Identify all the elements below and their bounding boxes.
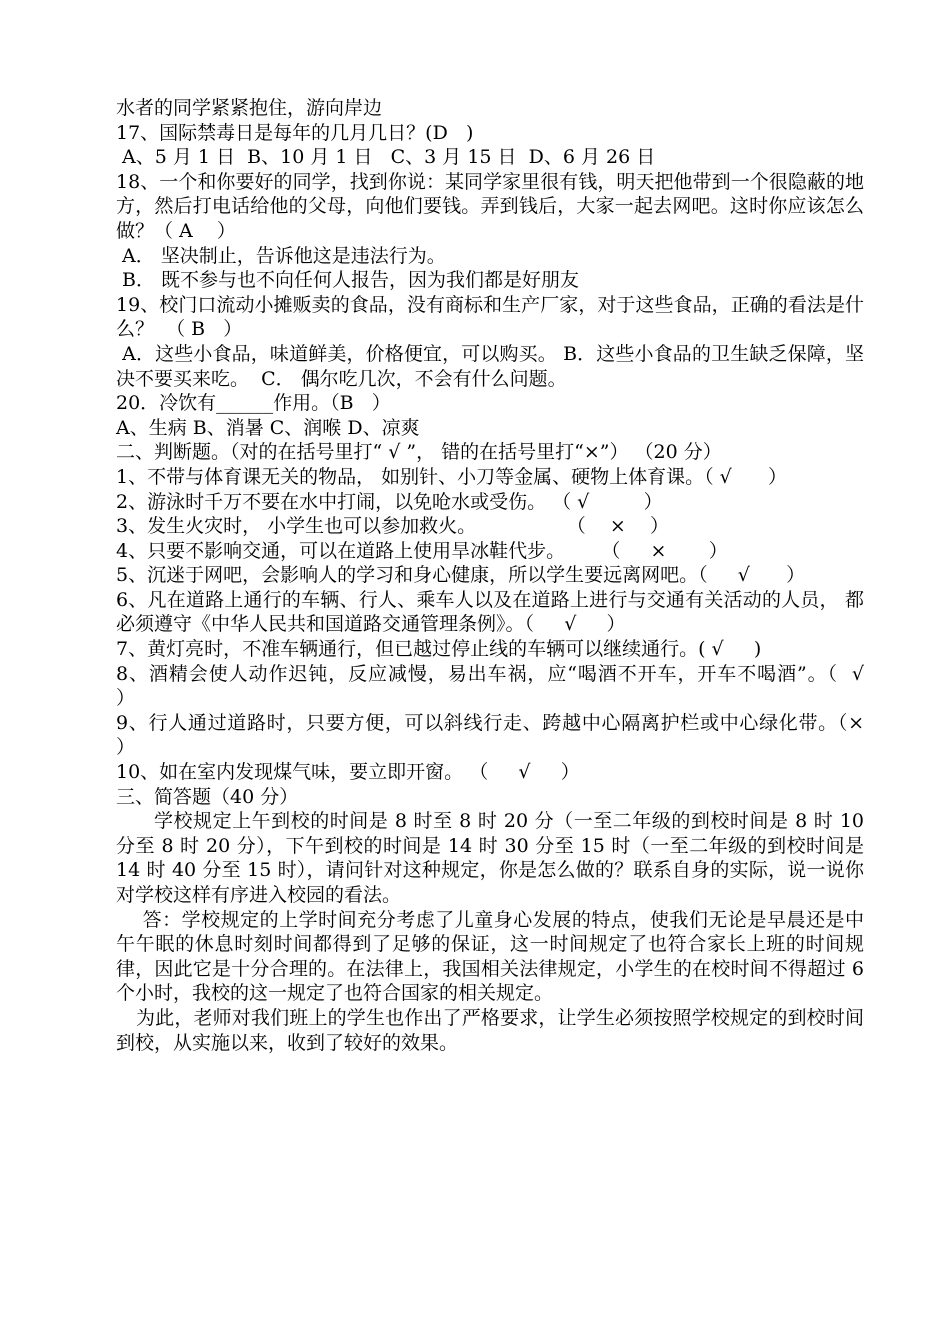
judge-1: 1、不带与体育课无关的物品， 如别针、小刀等金属、硬物上体育课。（ √ ） — [116, 465, 788, 488]
question-17-options: A、5 月 1 日 B、10 月 1 日 C、3 月 15 日 D、6 月 26 日 — [116, 146, 656, 169]
section-2-heading: 二、判断题。（对的在括号里打“ √ ”， 错的在括号里打“×”） （20 分） — [116, 441, 722, 464]
judge-8: 8、酒精会使人动作迟钝，反应减慢，易出车祸，应“喝酒不开车，开车不喝酒”。（ √ ） — [116, 662, 895, 710]
short-answer-answer-2: 为此，老师对我们班上的学生也作出了严格要求，让学生必须按照学校规定的到校时间到校，从实施以来，收到了较好的效果。 — [116, 1006, 864, 1054]
question-20: 20．冷饮有______作用。（B ） — [116, 392, 391, 415]
judge-9: 9、行人通过道路时，只要方便，可以斜线行走、跨越中心隔离护栏或中心绿化带。（× ） — [116, 711, 895, 759]
judge-2: 2、游泳时千万不要在水中打闹，以免呛水或受伤。 （ √ ） — [116, 490, 663, 513]
question-18-option-b: B． 既不参与也不向任何人报告，因为我们都是好朋友 — [116, 269, 580, 292]
question-19: 19、校门口流动小摊贩卖的食品，没有商标和生产厂家，对于这些食品，正确的看法是什么？ （ B ） — [116, 293, 864, 341]
document-body — [116, 96, 895, 1055]
judge-7: 7、黄灯亮时，不准车辆通行，但已越过停止线的车辆可以继续通行。( √ ) — [116, 638, 762, 661]
section-3-heading: 三、简答题（40 分） — [116, 785, 299, 808]
judge-5: 5、沉迷于网吧，会影响人的学习和身心健康，所以学生要远离网吧。（ √ ） — [116, 564, 806, 587]
question-19-options: A．这些小食品，味道鲜美，价格便宜，可以购买。 B．这些小食品的卫生缺乏保障，坚决不要买来吃。 C． 偶尔吃几次，不会有什么问题。 — [116, 342, 864, 390]
question-18-option-a: A． 坚决制止，告诉他这是违法行为。 — [116, 244, 446, 267]
text-line-0: 水者的同学紧紧抱住，游向岸边 — [116, 97, 383, 119]
judge-10: 10、如在室内发现煤气味，要立即开窗。 （ √ ） — [116, 761, 580, 784]
question-20-options: A、生病 B、消暑 C、润喉 D、凉爽 — [116, 416, 420, 439]
judge-6: 6、凡在道路上通行的车辆、行人、乘车人以及在道路上进行与交通有关活动的人员， 都必须遵守《中华人民共和国道路交通管理条例》。（ √ ） — [116, 588, 864, 636]
question-17: 17、国际禁毒日是每年的几月几日？(D ) — [116, 121, 474, 144]
question-18: 18、一个和你要好的同学，找到你说：某同学家里很有钱，明天把他带到一个很隐蔽的地方，然后打电话给他的父母，向他们要钱。弄到钱后，大家一起去网吧。这时你应该怎么做？（ A ） — [116, 170, 864, 242]
judge-3: 3、发生火灾时， 小学生也可以参加救火。 （ × ） — [116, 515, 669, 538]
short-answer-answer: 答：学校规定的上学时间充分考虑了儿童身心发展的特点，使我们无论是早晨还是中午午眠的休息时刻时间都得到了足够的保证，这一时间规定了也符合家长上班的时间规律，因此它是十分合理的。在法律上，我国相关法律规定，小学生的在校时间不得超过 6 个小时，我校的这一规定了也符合国家的相关规定。 — [116, 908, 871, 1005]
short-answer-question: 学校规定上午到校的时间是 8 时至 8 时 20 分（一至二年级的到校时间是 8 时 10 分至 8 时 20 分），下午到校的时间是 14 时 30 分至 15 时（一至二年级的到校时间是 14 时 40 分至 15 时），请问针对这种规定，你是怎么做的？联系自身的实际，说一说你对学校这样有序进入校园的看法。 — [116, 810, 871, 906]
judge-4: 4、只要不影响交通，可以在道路上使用旱冰鞋代步。 （ × ） — [116, 539, 728, 562]
